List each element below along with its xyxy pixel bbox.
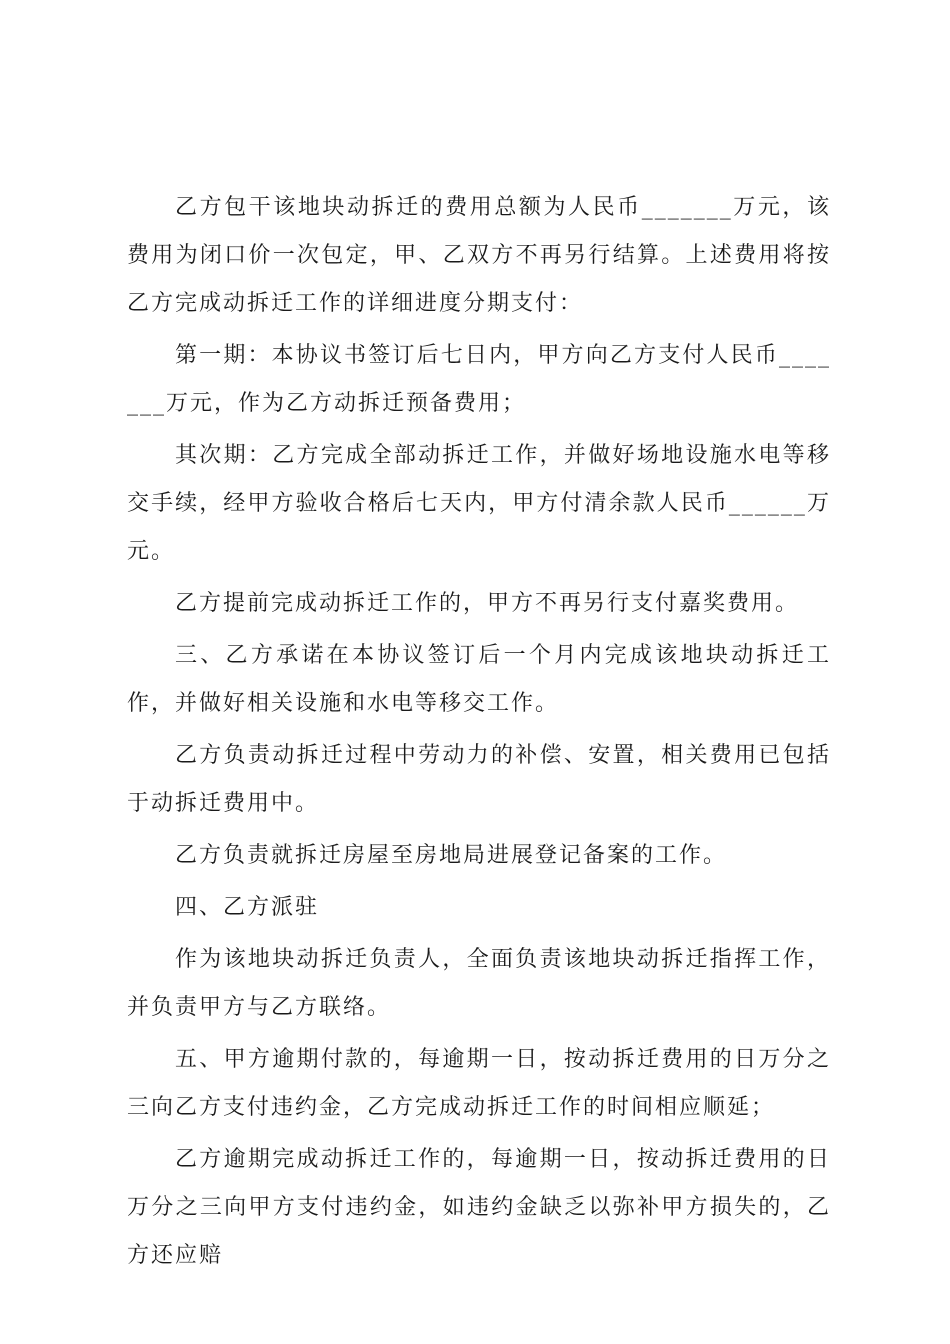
- document-body: [127, 184, 831, 1284]
- paragraph-registration: 乙方负责就拆迁房屋至房地局进展登记备案的工作。: [175, 843, 728, 868]
- paragraph-first-installment: 第一期：本协议书签订后七日内，甲方向乙方支付人民币_______万元，作为乙方动拆迁预备费用；: [127, 343, 831, 416]
- paragraph-second-installment: 其次期：乙方完成全部动拆迁工作，并做好场地设施水电等移交手续，经甲方验收合格后七天内，甲方付清余款人民币______万元。: [127, 443, 831, 564]
- paragraph-clause-four: 四、乙方派驻: [175, 895, 320, 920]
- paragraph-labor-compensation: 乙方负责动拆迁过程中劳动力的补偿、安置，相关费用已包括于动拆迁费用中。: [127, 743, 831, 816]
- paragraph-clause-five: 五、甲方逾期付款的，每逾期一日，按动拆迁费用的日万分之三向乙方支付违约金，乙方完成动拆迁工作的时间相应顺延；: [127, 1047, 831, 1120]
- paragraph-clause-three: 三、乙方承诺在本协议签订后一个月内完成该地块动拆迁工作，并做好相关设施和水电等移交工作。: [127, 643, 831, 716]
- paragraph-responsible-person: 作为该地块动拆迁负责人，全面负责该地块动拆迁指挥工作，并负责甲方与乙方联络。: [127, 947, 831, 1020]
- paragraph-no-bonus: 乙方提前完成动拆迁工作的，甲方不再另行支付嘉奖费用。: [175, 591, 800, 616]
- paragraph-total-fee: 乙方包干该地块动拆迁的费用总额为人民币_______万元，该费用为闭口价一次包定，甲、乙双方不再另行结算。上述费用将按乙方完成动拆迁工作的详细进度分期支付：: [127, 195, 831, 316]
- paragraph-late-completion: 乙方逾期完成动拆迁工作的，每逾期一日，按动拆迁费用的日万分之三向甲方支付违约金，如违约金缺乏以弥补甲方损失的，乙方还应赔: [127, 1147, 831, 1268]
